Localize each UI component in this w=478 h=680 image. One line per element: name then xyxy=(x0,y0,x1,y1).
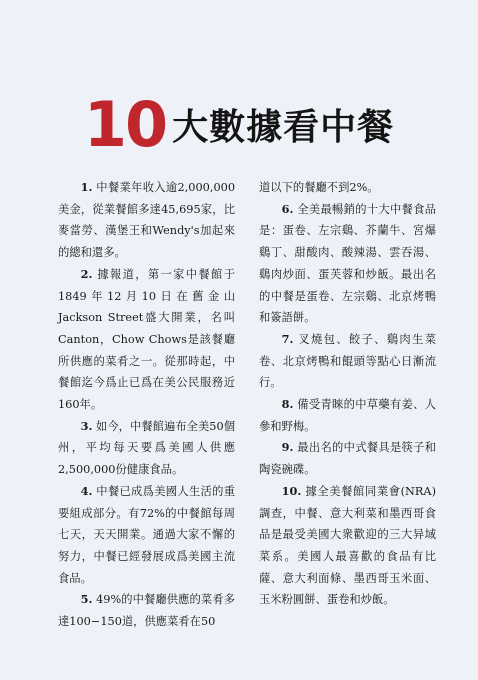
item-number: 6. xyxy=(281,201,294,216)
heading-number: 10 xyxy=(83,88,167,161)
paragraph-6 xyxy=(259,199,436,329)
left-column xyxy=(58,177,235,633)
right-column xyxy=(259,177,436,633)
paragraph-5-continued xyxy=(259,177,436,199)
item-number: 1. xyxy=(80,180,93,194)
paragraph-text: 據全美餐館同業會(NRA)調查，中餐、意大利菜和墨西哥食品是最受美國大衆歡迎的三大异域菜系。美國人最喜歡的食品有比薩、意大利面條、墨西哥玉米面、玉米粉圓餅、蛋卷和炒飯。 xyxy=(259,484,436,607)
paragraph-7 xyxy=(259,329,436,394)
paragraph-text: 中餐已成爲美國人生活的重要組成部分。有72%的中餐館每周七天，天天開業。通過大家不懈的努力，中餐已經發展成爲美國主流食品。 xyxy=(58,484,235,585)
paragraph-10 xyxy=(259,481,436,611)
paragraph-text: 據報道，第一家中餐館于1849年12月10日在舊金山Jackson Street盛大開業，名叫Canton，Chow Chows是該餐廳所供應的菜肴之一。從那時起，中餐館迄今爲止已爲在美公民服務近160年。 xyxy=(58,267,235,412)
paragraph-4 xyxy=(58,481,235,590)
item-number: 3. xyxy=(80,418,93,433)
item-number: 10. xyxy=(281,483,302,498)
paragraph-3 xyxy=(58,416,235,481)
item-number: 8. xyxy=(281,397,294,412)
item-number: 9. xyxy=(281,440,294,455)
page-heading xyxy=(0,88,478,161)
paragraph-8 xyxy=(259,394,436,437)
paragraph-text: 49%的中餐廳供應的菜肴多達100−150道，供應菜肴在50 xyxy=(58,593,235,629)
paragraph-2 xyxy=(58,264,235,416)
paragraph-text: 如今，中餐館遍布全美50個州，平均每天要爲美國人供應2,500,000份健康食品。 xyxy=(58,419,235,477)
item-number: 5. xyxy=(80,592,93,607)
paragraph-text: 叉燒包、餃子、鷄肉生菜卷、北京烤鴨和餛頭等點心日漸流行。 xyxy=(259,332,436,390)
item-number: 4. xyxy=(80,483,93,498)
paragraph-text: 道以下的餐廳不到2%。 xyxy=(259,181,379,194)
item-number: 7. xyxy=(281,331,294,346)
paragraph-text: 備受青睞的中草藥有姜、人參和野梅。 xyxy=(259,398,436,433)
paragraph-text: 全美最暢銷的十大中餐食品是：蛋卷、左宗鷄、芥蘭牛、宮爆鷄丁、甜酸肉、酸辣湯、雲吞湯、鷄肉炒面、蛋芙蓉和炒飯。最出名的中餐是蛋卷、左宗鷄、北京烤鴨和簽語餅。 xyxy=(259,202,436,325)
article-body xyxy=(58,177,436,633)
paragraph-text: 中餐業年收入逾2,000,000美金，從業餐館多達45,695家，比麥當勞、漢堡王和Wendy's加起來的總和還多。 xyxy=(58,181,236,260)
paragraph-text: 最出名的中式餐具是筷子和陶瓷碗碟。 xyxy=(259,441,436,477)
paragraph-1 xyxy=(58,177,235,264)
paragraph-9 xyxy=(259,437,436,480)
heading-title: 大數據看中餐 xyxy=(172,107,395,148)
paragraph-5 xyxy=(58,589,235,632)
item-number: 2. xyxy=(80,266,93,281)
